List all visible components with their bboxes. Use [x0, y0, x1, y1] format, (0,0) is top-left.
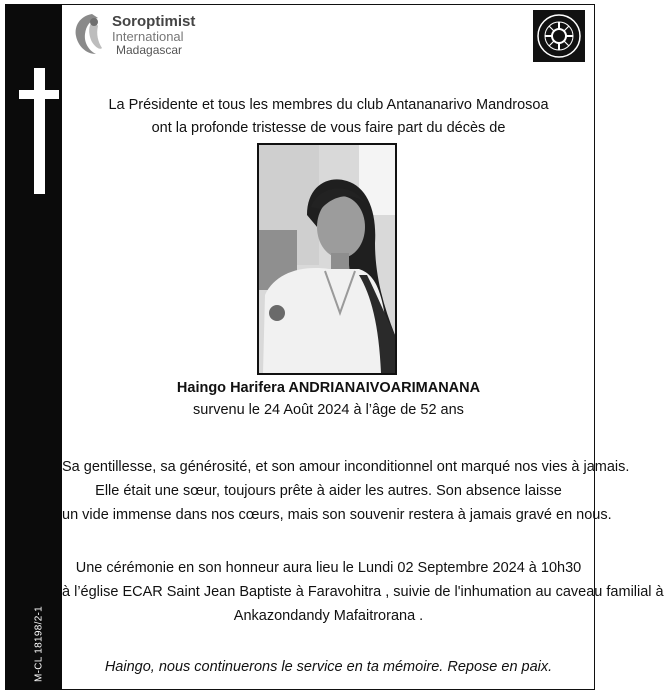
- intro-line: ont la profonde tristesse de vous faire part du décès de: [151, 120, 506, 136]
- soroptimist-logo-icon: [70, 12, 104, 56]
- soroptimist-logo: [70, 12, 210, 60]
- soroptimist-seal-icon: [533, 10, 585, 62]
- reference-code: M-CL 18198/2-1: [33, 605, 45, 683]
- black-sidebar: [5, 4, 62, 690]
- deceased-name: Haingo Harifera ANDRIANAIVOARIMANANA: [176, 380, 481, 396]
- tribute-text: [62, 455, 630, 527]
- ceremony-line: à l’église ECAR Saint Jean Baptiste à Faravohitra , suivie de l'inhumation au caveau familial à: [62, 584, 664, 600]
- closing-message: Haingo, nous continuerons le service en ta mémoire. Repose en paix.: [104, 659, 553, 675]
- tribute-line: Elle était une sœur, toujours prête à aider les autres. Son absence laisse: [95, 483, 562, 499]
- intro-text: [62, 94, 595, 140]
- logo-title: Soroptimist: [112, 13, 196, 30]
- logo-country: Madagascar: [116, 43, 183, 57]
- death-date: survenu le 24 Août 2024 à l’âge de 52 ans: [193, 402, 464, 418]
- intro-line: La Présidente et tous les membres du club Antananarivo Mandrosoa: [108, 97, 549, 113]
- ceremony-line: Une cérémonie en son honneur aura lieu le Lundi 02 Septembre 2024 à 10h30: [75, 560, 582, 576]
- ceremony-text: [62, 556, 664, 628]
- tribute-line: un vide immense dans nos cœurs, mais son souvenir restera à jamais gravé en nous.: [62, 507, 612, 523]
- portrait-photo: [257, 143, 397, 375]
- tribute-line: Sa gentillesse, sa générosité, et son amour inconditionnel ont marqué nos vies à jamais.: [62, 459, 630, 475]
- ceremony-line: Ankazondandy Mafaitrorana .: [233, 608, 424, 624]
- logo-subtitle: International: [112, 29, 184, 44]
